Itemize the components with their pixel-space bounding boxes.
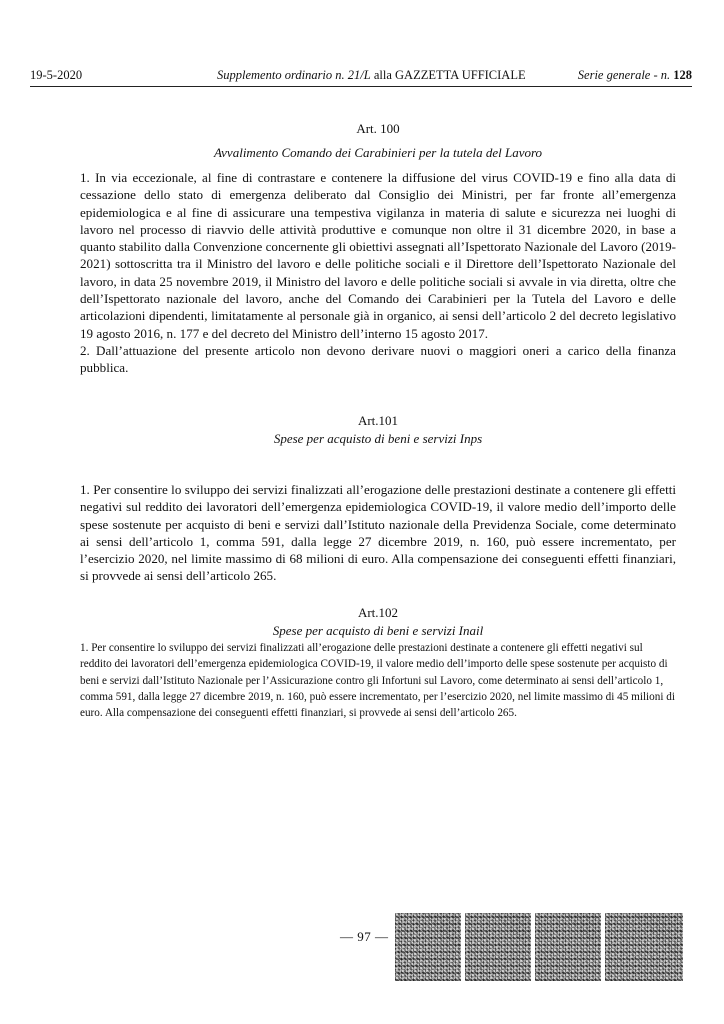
article-paragraph: 1. Per consentire lo sviluppo dei servizi finalizzati all’erogazione delle prestazioni destinate a contenere gli effetti negativi sul reddito dei lavoratori dell’emergenza epidemiologica COVID-19, il valore medio dell’importo delle spese sostenute per acquisto di beni e servizi dall’Istituto nazionale della Previdenza Sociale, come determinato ai sensi dell’articolo 1, comma 591, dalla legge 27 dicembre 2019, n. 160, può essere incrementato, per l’esercizio 2020, nel limite massimo di 68 milioni di euro. Alla compensazione dei conseguenti effetti finanziari, si provvede ai sensi dell’articolo 265.	[80, 482, 676, 584]
article-paragraph: 2. Dall’attuazione del presente articolo non devono derivare nuovi o maggiori oneri a carico della finanza pubblica.	[80, 342, 676, 376]
qr-code-icon	[395, 913, 461, 981]
article-title: Art.101	[357, 413, 399, 428]
qr-code-icon	[465, 913, 531, 981]
page-header	[30, 66, 692, 84]
article-subtitle: Avvalimento Comando dei Carabinieri per la tutela del Lavoro	[213, 145, 543, 160]
qr-code-icon	[605, 913, 683, 981]
header-series-number: 128	[673, 68, 692, 82]
article-paragraph: 1. Per consentire lo sviluppo dei servizi finalizzati all’erogazione delle prestazioni destinate a contenere gli effetti negativi sul reddito dei lavoratori dell’emergenza epidemiologica COVID-19, il valore medio dell’importo delle spese sostenute per acquisto di beni e servizi dall’Istituto Nazionale per l’Assicurazione contro gli Infortuni sul Lavoro, come determinato ai sensi dell’articolo 1, comma 591, dalla legge 27 dicembre 2019, n. 160, può essere incrementato, per l’esercizio 2020, nel limite massimo di 45 milioni di euro. Alla compensazione dei conseguenti effetti finanziari, si provvede ai sensi dell’articolo 265.	[80, 642, 675, 720]
article-101	[80, 412, 676, 585]
header-publication	[217, 66, 526, 84]
article-subtitle: Spese per acquisto di beni e servizi Inps	[273, 431, 483, 446]
article-102	[80, 604, 676, 721]
page-number: — 97 —	[340, 929, 389, 944]
header-supplement: Supplemento ordinario n. 21/L	[217, 68, 371, 82]
header-date: 19-5-2020	[30, 68, 83, 82]
header-series	[578, 66, 692, 84]
article-title: Art. 100	[356, 121, 400, 136]
header-gazette: GAZZETTA UFFICIALE	[395, 68, 526, 82]
article-subtitle: Spese per acquisto di beni e servizi Inail	[272, 623, 484, 638]
qr-code-icon	[535, 913, 601, 981]
article-100	[80, 120, 676, 377]
article-title: Art.102	[357, 605, 399, 620]
header-connector: alla	[370, 68, 396, 82]
article-paragraph: 1. In via eccezionale, al fine di contrastare e contenere la diffusione del virus COVID-19 e fino alla data di cessazione dello stato di emergenza deliberato dal Consiglio dei Ministri, per far fronte all’emergenza epidemiologica e al fine di assicurare una tempestiva vigilanza in materia di salute e sicurezza nei luoghi di lavoro nel processo di riavvio delle attività produttive e comunque non oltre il 31 dicembre 2020, in base a quanto stabilito dalla Convenzione concernente gli obiettivi assegnati all’Ispettorato Nazionale del Lavoro (2019-2021) sottoscritta tra il Ministro del lavoro e delle politiche sociali e il Direttore dell’Ispettorato Nazionale del lavoro, in data 25 novembre 2019, il Ministro del lavoro e delle politiche sociali si avvale in via diretta, oltre che dell’Ispettorato nazionale del lavoro, anche del Comando dei Carabinieri per la Tutela del Lavoro e delle articolazioni dipendenti, limitatamente al personale già in organico, ai sensi dell’articolo 2 del decreto legislativo 19 agosto 2016, n. 177 e del decreto del Ministro dell’interno 15 agosto 2017.	[80, 170, 676, 341]
header-series-label: Serie generale - n.	[577, 68, 674, 82]
header-rule	[30, 86, 692, 87]
